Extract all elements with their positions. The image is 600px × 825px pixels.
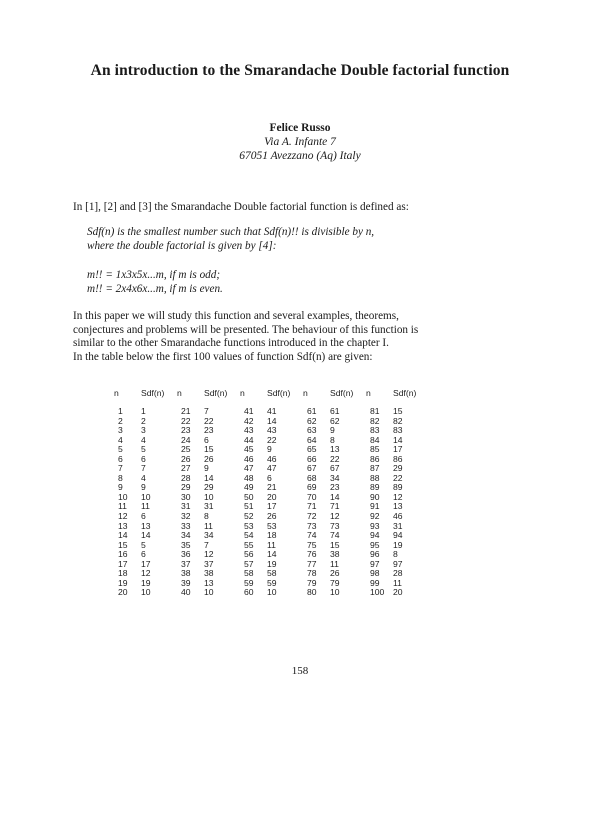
table-cell-sdf: 4 <box>141 434 146 445</box>
table-cell-n: 96 <box>370 549 380 560</box>
table-cell-n: 85 <box>370 444 380 455</box>
table-cell-n: 29 <box>181 482 191 493</box>
table-cell-n: 82 <box>370 415 380 426</box>
author-address-line2: 67051 Avezzano (Aq) Italy <box>239 150 361 162</box>
table-cell-sdf: 53 <box>267 520 277 531</box>
table-cell-sdf: 79 <box>330 577 340 588</box>
definition-line1: Sdf(n) is the smallest number such that Sdf(n)!! is divisible by n, <box>87 226 375 238</box>
table-cell-n: 6 <box>118 453 123 464</box>
table-cell-sdf: 58 <box>267 568 277 579</box>
table-cell-sdf: 31 <box>204 501 214 512</box>
table-cell-n: 19 <box>118 577 128 588</box>
table-cell-n: 32 <box>181 511 191 522</box>
table-cell-n: 87 <box>370 463 380 474</box>
table-cell-n: 15 <box>118 539 128 550</box>
table-cell-sdf: 9 <box>267 444 272 455</box>
table-cell-n: 35 <box>181 539 191 550</box>
table-cell-n: 63 <box>307 425 317 436</box>
table-header-row <box>114 388 429 407</box>
table-header-cell: n <box>177 388 182 398</box>
table-cell-sdf: 6 <box>141 453 146 464</box>
table-cell-sdf: 67 <box>330 463 340 474</box>
table-cell-n: 97 <box>370 558 380 569</box>
body-paragraph <box>73 310 528 364</box>
table-cell-n: 100 <box>370 587 385 598</box>
table-cell-n: 78 <box>307 568 317 579</box>
table-cell-n: 38 <box>181 568 191 579</box>
table-cell-sdf: 15 <box>204 444 214 455</box>
table-cell-n: 53 <box>244 520 254 531</box>
table-cell-sdf: 89 <box>393 482 403 493</box>
table-cell-n: 8 <box>118 472 123 483</box>
table-cell-n: 54 <box>244 530 254 541</box>
table-cell-sdf: 11 <box>267 539 276 550</box>
table-cell-sdf: 14 <box>393 434 403 445</box>
table-cell-sdf: 22 <box>204 415 214 426</box>
table-cell-sdf: 74 <box>330 530 340 541</box>
table-cell-n: 98 <box>370 568 380 579</box>
table-cell-n: 89 <box>370 482 380 493</box>
table-cell-n: 45 <box>244 444 254 455</box>
definition-block <box>87 226 507 253</box>
table-cell-sdf: 23 <box>330 482 340 493</box>
table-cell-n: 69 <box>307 482 317 493</box>
table-cell-sdf: 8 <box>204 511 209 522</box>
table-cell-sdf: 14 <box>330 491 340 502</box>
table-cell-n: 77 <box>307 558 317 569</box>
table-cell-n: 80 <box>307 587 317 598</box>
table-cell-sdf: 10 <box>204 587 214 598</box>
table-header-cell: Sdf(n) <box>141 388 165 398</box>
table-cell-sdf: 12 <box>393 491 403 502</box>
table-cell-sdf: 9 <box>204 463 209 474</box>
table-cell-sdf: 3 <box>141 425 146 436</box>
table-cell-n: 52 <box>244 511 254 522</box>
table-cell-n: 5 <box>118 444 123 455</box>
table-cell-n: 84 <box>370 434 380 445</box>
table-cell-n: 59 <box>244 577 254 588</box>
table-cell-n: 57 <box>244 558 254 569</box>
table-header-cell: Sdf(n) <box>204 388 228 398</box>
table-header-cell: n <box>240 388 245 398</box>
table-cell-n: 44 <box>244 434 254 445</box>
table-cell-sdf: 14 <box>267 415 277 426</box>
table-cell-sdf: 26 <box>330 568 340 579</box>
table-cell-sdf: 38 <box>330 549 340 560</box>
table-cell-sdf: 26 <box>267 511 277 522</box>
table-cell-n: 55 <box>244 539 254 550</box>
paragraph-line4: In the table below the first 100 values of function Sdf(n) are given: <box>73 350 373 363</box>
table-cell-sdf: 31 <box>393 520 403 531</box>
table-cell-n: 48 <box>244 472 254 483</box>
formula-odd: m!! = 1x3x5x...m, if m is odd; <box>87 269 221 281</box>
author-name: Felice Russo <box>269 122 331 134</box>
table-cell-sdf: 6 <box>267 472 272 483</box>
table-cell-n: 58 <box>244 568 254 579</box>
table-cell-sdf: 9 <box>141 482 146 493</box>
table-cell-n: 36 <box>181 549 191 560</box>
table-cell-sdf: 71 <box>330 501 340 512</box>
table-cell-sdf: 19 <box>141 577 151 588</box>
author-block <box>0 121 600 163</box>
table-cell-n: 81 <box>370 406 380 416</box>
table-cell-n: 3 <box>118 425 123 436</box>
table-cell-sdf: 94 <box>393 530 403 541</box>
table-cell-n: 1 <box>118 406 123 416</box>
table-cell-sdf: 59 <box>267 577 277 588</box>
table-cell-n: 56 <box>244 549 254 560</box>
table-cell-sdf: 86 <box>393 453 403 464</box>
table-cell-sdf: 13 <box>141 520 151 531</box>
table-cell-n: 42 <box>244 415 254 426</box>
table-cell-n: 46 <box>244 453 254 464</box>
table-cell-sdf: 7 <box>204 539 209 550</box>
table-cell-sdf: 83 <box>393 425 403 436</box>
table-cell-sdf: 17 <box>267 501 277 512</box>
table-cell-sdf: 11 <box>393 577 402 588</box>
table-cell-n: 16 <box>118 549 128 560</box>
table-cell-sdf: 46 <box>393 511 403 522</box>
paragraph-line3: similar to the other Smarandache functions introduced in the chapter I. <box>73 337 389 349</box>
table-cell-sdf: 12 <box>204 549 214 560</box>
table-cell-n: 9 <box>118 482 123 493</box>
table-header-cell: Sdf(n) <box>393 388 417 398</box>
table-cell-sdf: 2 <box>141 415 146 426</box>
table-cell-sdf: 82 <box>393 415 403 426</box>
table-cell-sdf: 21 <box>267 482 277 493</box>
table-cell-n: 22 <box>181 415 191 426</box>
table-header-cell: Sdf(n) <box>330 388 354 398</box>
table-cell-sdf: 7 <box>141 463 146 474</box>
table-cell-sdf: 37 <box>204 558 214 569</box>
table-cell-sdf: 8 <box>393 549 398 560</box>
table-cell-n: 26 <box>181 453 191 464</box>
table-cell-n: 83 <box>370 425 380 436</box>
table-cell-sdf: 18 <box>267 530 277 541</box>
table-cell-n: 49 <box>244 482 254 493</box>
table-cell-n: 21 <box>181 406 191 416</box>
table-cell-n: 90 <box>370 491 380 502</box>
table-cell-n: 13 <box>118 520 128 531</box>
table-cell-sdf: 14 <box>267 549 277 560</box>
table-cell-sdf: 13 <box>204 577 214 588</box>
table-cell-sdf: 10 <box>141 587 151 598</box>
table-cell-sdf: 6 <box>204 434 209 445</box>
table-cell-sdf: 97 <box>393 558 403 569</box>
table-header-cell: n <box>366 388 371 398</box>
table-cell-n: 24 <box>181 434 191 445</box>
table-cell-n: 91 <box>370 501 380 512</box>
table-cell-sdf: 22 <box>330 453 340 464</box>
table-cell-n: 41 <box>244 406 254 416</box>
table-cell-n: 25 <box>181 444 191 455</box>
table-cell-sdf: 43 <box>267 425 277 436</box>
table-cell-sdf: 5 <box>141 444 146 455</box>
table-cell-sdf: 46 <box>267 453 277 464</box>
table-cell-n: 70 <box>307 491 317 502</box>
table-cell-n: 51 <box>244 501 254 512</box>
table-cell-sdf: 73 <box>330 520 340 531</box>
table-cell-sdf: 6 <box>141 549 146 560</box>
table-cell-sdf: 11 <box>330 558 339 569</box>
table-cell-sdf: 11 <box>141 501 150 512</box>
table-cell-sdf: 22 <box>267 434 277 445</box>
table-cell-sdf: 29 <box>204 482 214 493</box>
table-header-cell: n <box>114 388 119 398</box>
table-cell-sdf: 38 <box>204 568 214 579</box>
table-cell-n: 31 <box>181 501 191 512</box>
table-cell-sdf: 26 <box>204 453 214 464</box>
sdf-values-table <box>114 388 429 598</box>
table-cell-sdf: 23 <box>204 425 214 436</box>
table-cell-n: 73 <box>307 520 317 531</box>
table-cell-sdf: 14 <box>204 472 214 483</box>
table-body <box>114 407 429 598</box>
table-cell-n: 79 <box>307 577 317 588</box>
table-cell-n: 37 <box>181 558 191 569</box>
table-cell-sdf: 17 <box>141 558 151 569</box>
table-cell-n: 71 <box>307 501 317 512</box>
table-cell-sdf: 41 <box>267 406 277 416</box>
author-address-line1: Via A. Infante 7 <box>264 136 336 148</box>
table-cell-sdf: 13 <box>393 501 403 512</box>
table-cell-n: 28 <box>181 472 191 483</box>
table-cell-n: 64 <box>307 434 317 445</box>
page-number: 158 <box>291 665 309 677</box>
table-cell-n: 86 <box>370 453 380 464</box>
table-cell-sdf: 62 <box>330 415 340 426</box>
table-cell-sdf: 10 <box>267 587 277 598</box>
table-cell-sdf: 28 <box>393 568 403 579</box>
table-cell-n: 40 <box>181 587 191 598</box>
table-cell-n: 60 <box>244 587 254 598</box>
table-cell-n: 50 <box>244 491 254 502</box>
table-cell-sdf: 15 <box>330 539 340 550</box>
table-cell-sdf: 29 <box>393 463 403 474</box>
table-cell-n: 17 <box>118 558 128 569</box>
table-cell-n: 74 <box>307 530 317 541</box>
table-cell-n: 93 <box>370 520 380 531</box>
table-cell-sdf: 34 <box>330 472 340 483</box>
table-cell-n: 75 <box>307 539 317 550</box>
table-cell-sdf: 22 <box>393 472 403 483</box>
paper-title: An introduction to the Smarandache Double factorial function <box>90 62 510 79</box>
table-cell-sdf: 19 <box>393 539 403 550</box>
table-cell-sdf: 10 <box>204 491 214 502</box>
table-cell-n: 68 <box>307 472 317 483</box>
intro-sentence: In [1], [2] and [3] the Smarandache Double factorial function is defined as: <box>73 201 409 213</box>
table-cell-n: 67 <box>307 463 317 474</box>
table-cell-n: 18 <box>118 568 128 579</box>
table-cell-n: 43 <box>244 425 254 436</box>
table-cell-n: 27 <box>181 463 191 474</box>
table-cell-sdf: 5 <box>141 539 146 550</box>
table-cell-sdf: 6 <box>141 511 146 522</box>
table-cell-sdf: 10 <box>141 491 151 502</box>
table-cell-sdf: 12 <box>141 568 151 579</box>
table-cell-n: 23 <box>181 425 191 436</box>
table-cell-n: 34 <box>181 530 191 541</box>
table-cell-n: 65 <box>307 444 317 455</box>
table-cell-n: 47 <box>244 463 254 474</box>
table-header-cell: n <box>303 388 308 398</box>
table-cell-sdf: 10 <box>330 587 340 598</box>
table-cell-sdf: 11 <box>204 520 213 531</box>
table-cell-sdf: 9 <box>330 425 335 436</box>
table-cell-n: 39 <box>181 577 191 588</box>
table-cell-sdf: 8 <box>330 434 335 445</box>
paragraph-line2: conjectures and problems will be presented. The behaviour of this function is <box>73 323 419 336</box>
table-cell-sdf: 20 <box>267 491 277 502</box>
table-cell-sdf: 12 <box>330 511 340 522</box>
table-cell-n: 20 <box>118 587 128 598</box>
formula-block <box>87 269 223 296</box>
table-cell-n: 11 <box>118 501 127 512</box>
table-cell-n: 61 <box>307 406 317 416</box>
table-cell-n: 94 <box>370 530 380 541</box>
table-cell-n: 62 <box>307 415 317 426</box>
table-cell-sdf: 13 <box>330 444 340 455</box>
definition-line2: where the double factorial is given by [4]: <box>87 239 277 252</box>
table-cell-n: 88 <box>370 472 380 483</box>
table-cell-n: 2 <box>118 415 123 426</box>
table-cell-sdf: 7 <box>204 406 209 416</box>
formula-even: m!! = 2x4x6x...m, if m is even. <box>87 282 223 295</box>
table-cell-sdf: 47 <box>267 463 277 474</box>
table-header-cell: Sdf(n) <box>267 388 291 398</box>
table-cell-n: 33 <box>181 520 191 531</box>
table-cell-sdf: 34 <box>204 530 214 541</box>
table-cell-n: 76 <box>307 549 317 560</box>
table-cell-n: 72 <box>307 511 317 522</box>
table-cell-n: 95 <box>370 539 380 550</box>
table-cell-sdf: 14 <box>141 530 151 541</box>
table-row <box>114 588 429 598</box>
table-cell-sdf: 20 <box>393 587 403 598</box>
table-cell-sdf: 61 <box>330 406 340 416</box>
table-cell-sdf: 17 <box>393 444 403 455</box>
table-cell-n: 92 <box>370 511 380 522</box>
table-cell-n: 99 <box>370 577 380 588</box>
table-cell-n: 10 <box>118 491 128 502</box>
table-cell-n: 7 <box>118 463 123 474</box>
table-cell-sdf: 19 <box>267 558 277 569</box>
paragraph-line1: In this paper we will study this function and several examples, theorems, <box>73 310 399 322</box>
table-cell-sdf: 4 <box>141 472 146 483</box>
table-cell-sdf: 1 <box>141 406 146 416</box>
table-cell-sdf: 15 <box>393 406 403 416</box>
table-cell-n: 30 <box>181 491 191 502</box>
table-cell-n: 14 <box>118 530 128 541</box>
table-cell-n: 66 <box>307 453 317 464</box>
table-cell-n: 4 <box>118 434 123 445</box>
table-cell-n: 12 <box>118 511 128 522</box>
